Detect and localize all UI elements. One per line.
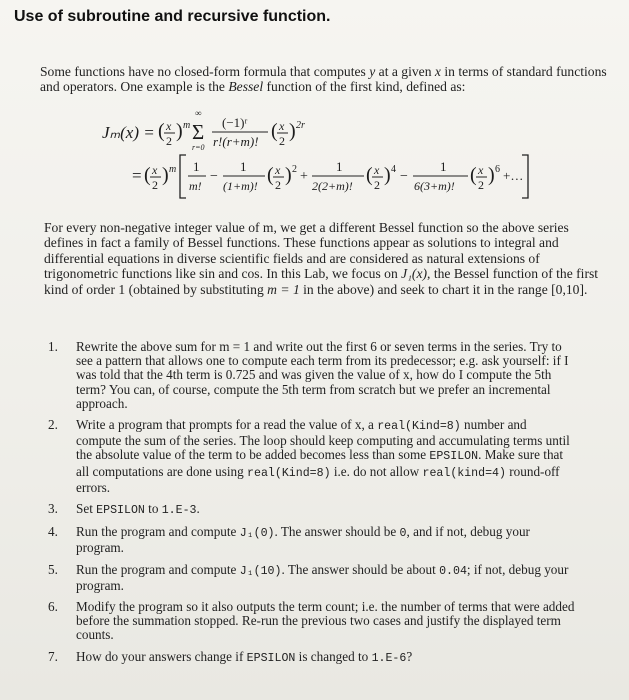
sigma-lower: r=0 bbox=[192, 143, 205, 152]
intro-text: function of the first kind, defined as: bbox=[266, 79, 466, 94]
exp-m: m bbox=[169, 164, 177, 175]
task-list bbox=[40, 340, 575, 673]
frac-num: x bbox=[152, 163, 158, 177]
item-text: round-off errors. bbox=[76, 463, 560, 495]
intro-text: Some functions have no closed-form formula that computes bbox=[40, 64, 366, 79]
body-paragraph bbox=[44, 220, 610, 297]
intro-text: at a given bbox=[378, 64, 432, 79]
frac-num: x bbox=[166, 119, 172, 133]
frac-num: x bbox=[279, 119, 285, 133]
code-snippet: 1.E-3 bbox=[161, 504, 197, 518]
series-num: (−1)ʳ bbox=[222, 115, 248, 130]
term2-den: (1+m)! bbox=[223, 179, 258, 193]
item-text: Write a program that prompts for a read the value of x, a bbox=[76, 417, 374, 433]
symbol-m-eq: m = 1 bbox=[267, 281, 300, 297]
frac-den: 2 bbox=[279, 134, 285, 148]
series-den: r!(r+m)! bbox=[213, 134, 259, 149]
symbol-y: y bbox=[369, 64, 376, 79]
item-text: ; if not, debug your program. bbox=[76, 561, 569, 593]
list-item bbox=[40, 525, 575, 555]
code-snippet: 0.04 bbox=[439, 564, 467, 578]
term1-num: 1 bbox=[193, 159, 200, 174]
page-title: Use of subroutine and recursive function. bbox=[14, 8, 331, 25]
code-snippet: 1.E-6 bbox=[371, 651, 407, 665]
paren-open: ( bbox=[158, 120, 165, 142]
item-number: 1. bbox=[48, 339, 58, 354]
frac-den: 2 bbox=[478, 178, 484, 192]
paren-close: ) bbox=[289, 120, 296, 142]
exp-m: m bbox=[183, 120, 191, 131]
frac-den: 2 bbox=[275, 178, 281, 192]
symbol-j1x: J₁(x) bbox=[401, 266, 428, 282]
item-text: . Make sure that all computations are done using bbox=[76, 447, 564, 479]
op-minus: − bbox=[210, 169, 218, 184]
intro-paragraph bbox=[40, 64, 612, 94]
eq-equals: = bbox=[132, 166, 142, 185]
item-number: 2. bbox=[48, 417, 58, 433]
bessel-series-expansion bbox=[130, 150, 580, 205]
term4-num: 1 bbox=[440, 159, 447, 174]
item-number: 7. bbox=[48, 648, 58, 664]
bessel-series-definition bbox=[100, 106, 360, 156]
intro-text: in terms of standard functions and operators. One example is the bbox=[40, 64, 607, 94]
item-text: Run the program and compute bbox=[76, 561, 237, 577]
item-text: is changed to bbox=[298, 648, 369, 664]
code-snippet: EPSILON bbox=[96, 504, 145, 518]
frac-den: 2 bbox=[374, 178, 380, 192]
item-text: i.e. do not allow bbox=[333, 463, 420, 479]
item-text: Run the program and compute bbox=[76, 524, 237, 540]
item-text: , and if not, debug your program. bbox=[76, 524, 530, 556]
item-text: . The answer should be about bbox=[281, 561, 436, 577]
term1-den: m! bbox=[189, 179, 202, 193]
frac-den: 2 bbox=[166, 134, 172, 148]
sigma-upper: ∞ bbox=[195, 108, 202, 118]
exp-4: 4 bbox=[391, 164, 396, 175]
item-text: Rewrite the above sum for m = 1 and write out the first 6 or seven terms in the series. Try to see a pattern that allows one to compute each term from its predecessor; e.g. ask yourself: if I was told that the 4th term is 0.725 and was given the value of x, how do I compute the 5th term? You can, of course, compute the 5th term from scratch but we prefer an incremental approach. bbox=[76, 339, 569, 411]
list-item bbox=[40, 340, 575, 411]
paren-open: ( bbox=[267, 164, 274, 186]
exp-6: 6 bbox=[495, 164, 500, 175]
paren-open: ( bbox=[366, 164, 373, 186]
item-text: number and compute the sum of the series. The loop should keep computing and accumulating terms until the absolute value of the term to be added becomes less than some bbox=[76, 417, 570, 463]
paren-close: ) bbox=[488, 164, 495, 186]
term2-num: 1 bbox=[240, 159, 247, 174]
list-item bbox=[40, 563, 575, 593]
paragraph-text: in the above) and seek to chart it in the range [0,10]. bbox=[303, 281, 588, 297]
item-text: Set bbox=[76, 501, 93, 517]
term3-num: 1 bbox=[336, 159, 343, 174]
code-snippet: J₁(10) bbox=[239, 564, 282, 578]
item-text: . The answer should be bbox=[274, 524, 397, 540]
code-snippet: EPSILON bbox=[246, 651, 296, 665]
paragraph-text: , the Bessel function of the first kind of order 1 (obtained by substituting bbox=[44, 266, 599, 297]
item-text: Modify the program so it also outputs the term count; i.e. the number of terms that were added before the summation stopped. Re-run the previous two cases and justify the displayed term counts. bbox=[76, 599, 575, 643]
paren-open: ( bbox=[470, 164, 477, 186]
op-ellipsis: +… bbox=[503, 168, 524, 183]
term4-den: 6(3+m)! bbox=[414, 179, 455, 193]
frac-num: x bbox=[478, 163, 484, 177]
paren-open: ( bbox=[144, 164, 151, 186]
list-item bbox=[40, 600, 575, 643]
paren-close: ) bbox=[176, 120, 183, 142]
paren-close: ) bbox=[384, 164, 391, 186]
paragraph-text: For every non-negative integer value of m, we get a different Bessel function so the above series defines in fact a family of Bessel functions. These functions appear as solutions to integral and differential equations in diverse scientific fields and are considered as natural extensions of trigonometric functions like sin and cos. In this Lab, we focus on bbox=[44, 220, 569, 282]
code-snippet: 0 bbox=[399, 527, 407, 541]
frac-num: x bbox=[275, 163, 281, 177]
list-item bbox=[40, 418, 575, 495]
paren-open: ( bbox=[271, 120, 278, 142]
code-snippet: real(Kind=8) bbox=[247, 466, 331, 480]
bessel-word: Bessel bbox=[228, 79, 264, 94]
list-item bbox=[40, 650, 575, 666]
code-snippet: real(Kind=8) bbox=[377, 420, 461, 434]
bracket-open bbox=[180, 155, 186, 198]
paren-close: ) bbox=[162, 164, 169, 186]
sigma-icon: Σ bbox=[192, 120, 205, 144]
item-text: How do your answers change if bbox=[76, 648, 244, 664]
symbol-x: x bbox=[434, 64, 441, 79]
exp-2: 2 bbox=[292, 164, 297, 175]
list-item bbox=[40, 502, 575, 518]
item-text: . bbox=[196, 501, 200, 517]
op-plus: + bbox=[300, 169, 308, 184]
item-number: 5. bbox=[48, 561, 58, 577]
frac-den: 2 bbox=[152, 178, 158, 192]
op-minus: − bbox=[400, 169, 408, 184]
exp-2r: 2r bbox=[296, 120, 305, 131]
paren-close: ) bbox=[285, 164, 292, 186]
code-snippet: J₁(0) bbox=[239, 527, 275, 541]
item-number: 6. bbox=[48, 599, 58, 615]
item-number: 4. bbox=[48, 524, 58, 540]
item-text: ? bbox=[406, 648, 413, 664]
frac-num: x bbox=[374, 163, 380, 177]
eq-lhs: Jₘ(x) = bbox=[102, 123, 155, 142]
code-snippet: real(kind=4) bbox=[422, 466, 506, 480]
code-snippet: EPSILON bbox=[429, 450, 479, 464]
item-number: 3. bbox=[48, 501, 58, 517]
item-text: to bbox=[148, 501, 159, 517]
term3-den: 2(2+m)! bbox=[312, 179, 353, 193]
